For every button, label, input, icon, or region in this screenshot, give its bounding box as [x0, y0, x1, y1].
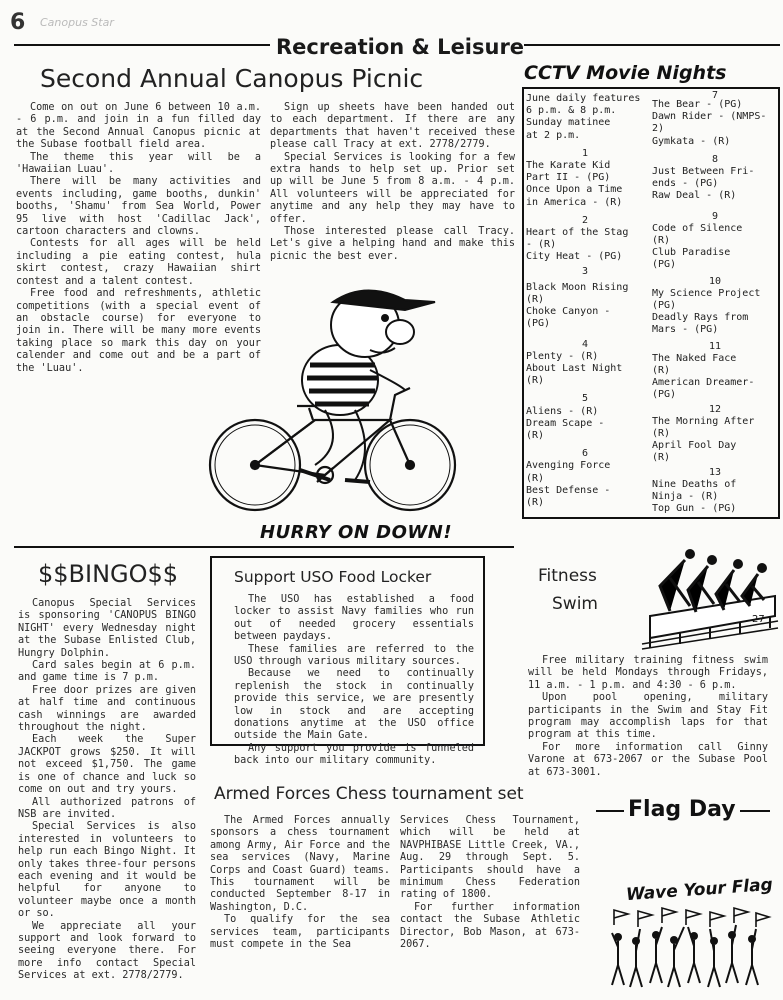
picnic-paragraph: Sign up sheets have been handed out to each department. If there are any departments that haven't received these please call Tracy at ext. 2778/2779.	[270, 102, 515, 151]
movie-listing: Plenty - (R)	[526, 350, 599, 362]
movie-listing: April Fool Day	[652, 440, 737, 452]
schedule-day: 3	[581, 265, 589, 277]
schedule-day: 4	[581, 338, 589, 350]
movie-listing: Deadly Rays from	[652, 312, 749, 324]
movie-listing: Just Between Fri-	[652, 166, 755, 178]
picnic-caption: HURRY ON DOWN!	[260, 522, 453, 543]
movie-listing: (R)	[652, 235, 671, 247]
chess-paragraph: The Armed Forces annually sponsors a chess tournament among Army, Air Force and the sea services (Navy, Marine Corps and Coast Guard) teams. This tournament will be conducted September 8-17 in Washington, D.C.	[210, 815, 390, 913]
flag-day-rule-left	[596, 810, 624, 812]
movie-listing: The Karate Kid	[526, 160, 611, 172]
uso-box	[210, 556, 485, 767]
movie-listing: (PG)	[652, 300, 677, 312]
bingo-paragraph: We appreciate all your support and look forward to seeing everyone there. For more info contact Special Services at ext. 2778/2779.	[18, 920, 196, 982]
picnic-paragraph: The theme this year will be a 'Hawaiian Luau'.	[16, 151, 261, 176]
schedule-day: 5	[581, 393, 589, 405]
section-divider	[14, 546, 514, 548]
uso-paragraph: Any support you provide is funneled back into our military community.	[234, 742, 474, 767]
uso-paragraph: The USO has established a food locker to assist Navy families who run out of needed grocery essentials between paydays.	[234, 594, 474, 643]
movie-listing: - (R)	[526, 239, 557, 251]
movie-listing: ends - (PG)	[652, 178, 719, 190]
flag-day-slogan: Wave Your Flag	[625, 874, 774, 906]
movie-listing: City Heat - (PG)	[526, 251, 623, 263]
page-number: 6	[10, 10, 26, 35]
schedule-day: 11	[708, 340, 722, 352]
movie-listing: Black Moon Rising	[526, 281, 629, 293]
movie-listing: Raw Deal - (R)	[652, 190, 737, 202]
picnic-paragraph: Contests for all ages will be held including a pie eating contest, hula skirt contest, crazy Hawaiian shirt contest and a talent contest.	[16, 238, 261, 287]
schedule-day: 2	[581, 214, 589, 226]
schedule-day: 10	[708, 275, 722, 287]
movie-listing: Avenging Force	[526, 460, 611, 472]
cctv-title: CCTV Movie Nights	[524, 62, 727, 84]
schedule-day: 8	[711, 153, 719, 165]
movie-listing: in America - (R)	[526, 196, 623, 208]
movie-listing: Nine Deaths of	[652, 478, 737, 490]
chess-paragraph: To qualify for the sea services team, participants must compete in the Sea	[210, 914, 390, 951]
schedule-line: at 2 p.m.	[526, 129, 581, 141]
movie-listing: (R)	[526, 375, 545, 387]
fitness-title-line-1: Fitness	[538, 566, 597, 586]
bingo-paragraph: All authorized patrons of NSB are invited.	[18, 796, 196, 820]
chess-paragraph: Services Chess Tournament, which will be held at NAVPHIBASE Little Creek, VA., Aug. 29 through Sept. 5. Participants should have a minimum Chess Federation rating of 1800.	[400, 815, 580, 901]
movie-listing: Gymkata - (R)	[652, 135, 731, 147]
fitness-title-line-2: Swim	[552, 594, 598, 614]
schedule-line: 6 p.m. & 8 p.m.	[526, 105, 617, 117]
section-title: Recreation & Leisure	[276, 35, 525, 59]
movie-listing: About Last Night	[526, 363, 623, 375]
movie-listing: The Bear - (PG)	[652, 99, 743, 110]
movie-listing: (R)	[652, 365, 671, 377]
uso-title: Support USO Food Locker	[234, 568, 432, 586]
movie-listing: Best Defense -	[526, 484, 611, 496]
schedule-day: 6	[581, 448, 589, 460]
chess-paragraph: For further information contact the Subase Athletic Director, Bob Mason, at 673-2067.	[400, 901, 580, 951]
movie-listing: American Dreamer-	[652, 377, 755, 389]
movie-listing: Ninja - (R)	[652, 491, 719, 503]
chess-column-2	[400, 815, 580, 951]
uso-paragraph: These families are referred to the USO through various military sources.	[234, 643, 474, 668]
movie-listing: Club Paradise	[652, 247, 731, 259]
header-rule-left	[14, 44, 270, 46]
movie-listing: Code of Silence	[652, 222, 743, 234]
flag-wavers-illustration	[604, 905, 774, 995]
bingo-paragraph: Each week the Super JACKPOT grows $250. It will not exceed $1,750. The game is one of chance and luck so come on out and try yours.	[18, 734, 196, 796]
svg-text:27: 27	[752, 614, 765, 625]
movie-listing: Aliens - (R)	[526, 405, 599, 417]
movie-listing: The Naked Face	[652, 352, 737, 364]
bingo-paragraph: Special Services is also interested in volunteers to help run each Bingo Night. It only takes three-four persons each evening and it would be helpful for anyone to volunteer maybe once a month or so.	[18, 821, 196, 920]
schedule-day: 9	[711, 210, 719, 222]
movie-listing: (R)	[526, 497, 545, 509]
picnic-paragraph: Free food and refreshments, athletic competitions (with a special event of an obstacle course) for everyone to join in. There will be many more events taking place so mark this day on your calender and come out and be a part of the 'Luau'.	[16, 288, 261, 374]
bingo-paragraph: Canopus Special Services is sponsoring 'CANOPUS BINGO NIGHT' every Wednesday night at the Subase Enlisted Club, Hungry Dolphin.	[18, 598, 196, 659]
movie-listing: (PG)	[652, 259, 677, 271]
uso-paragraph: Because we need to continually replenish the stock in continually provide this service, we are presently low in stock and are accepting donations anytime at the USO office outside the Main Gate.	[234, 668, 474, 742]
picnic-paragraph: Come on out on June 6 between 10 a.m. - 6 p.m. and join in a fun filled day at the Second Annual Canopus picnic at the Subase football field area.	[16, 102, 261, 151]
movie-schedule-box	[522, 87, 780, 519]
schedule-intro	[526, 93, 644, 142]
movie-listing: (R)	[526, 294, 545, 306]
fitness-body	[528, 655, 768, 779]
schedule-line: Sunday matinee	[526, 117, 611, 129]
movie-listing: Dream Scape -	[526, 417, 605, 429]
movie-listing: (R)	[526, 472, 545, 484]
chess-title: Armed Forces Chess tournament set	[214, 784, 524, 804]
movie-listing: (R)	[652, 452, 671, 464]
picnic-paragraph: Special Services is looking for a few extra hands to help set up. Prior set up will be June 5 from 8 a.m. - 4 p.m. All volunteers will be appreciated for anytime and any help they may have to offer.	[270, 151, 515, 225]
fitness-paragraph: Free military training fitness swim will be held Mondays through Fridays, 11 a.m. - 1 p.m. and 4:30 - 6 p.m.	[528, 655, 768, 691]
movie-listing: (PG)	[652, 389, 677, 401]
movie-listing: Dawn Rider - (NMPS-	[652, 111, 767, 123]
uso-body	[234, 594, 474, 768]
movie-listing: My Science Project	[652, 287, 761, 299]
cyclist-illustration	[205, 270, 470, 525]
movie-listing: Mars - (PG)	[652, 324, 719, 336]
swimmers-illustration	[640, 546, 780, 651]
movie-listing: The Morning After	[652, 415, 755, 427]
flag-day-title: Flag Day	[628, 797, 736, 822]
bingo-title: $$BINGO$$	[38, 560, 179, 588]
fitness-paragraph: Upon pool opening, military participants in the Swim and Stay Fit program may accomplish laps for that program at this time.	[528, 692, 768, 741]
masthead-name: Canopus Star	[40, 16, 114, 29]
movie-listing: Once Upon a Time	[526, 184, 623, 196]
picnic-paragraph: Those interested please call Tracy. Let's give a helping hand and make this picnic the best ever.	[270, 226, 515, 262]
schedule-day: 1	[581, 147, 589, 159]
schedule-day: 12	[708, 403, 722, 415]
schedule-line: June daily features	[526, 93, 641, 104]
schedule-column-left	[526, 93, 644, 509]
bingo-paragraph: Card sales begin at 6 p.m. and game time is 7 p.m.	[18, 660, 196, 684]
bingo-paragraph: Free door prizes are given at half time and continuous cash winnings are awarded throughout the night.	[18, 684, 196, 734]
header-rule-right	[524, 44, 780, 46]
movie-listing: (PG)	[526, 318, 551, 330]
fitness-paragraph: For more information call Ginny Varone at 673-2067 or the Subase Pool at 673-3001.	[528, 741, 768, 778]
movie-listing: 2)	[652, 123, 665, 135]
picnic-column-2	[270, 102, 515, 263]
movie-listing: Choke Canyon -	[526, 306, 611, 318]
schedule-day: 13	[708, 466, 722, 478]
movie-listing: (R)	[652, 428, 671, 440]
chess-column-1	[210, 815, 390, 951]
flag-day-rule-right	[740, 810, 770, 812]
picnic-title: Second Annual Canopus Picnic	[40, 64, 424, 93]
bingo-body	[18, 598, 196, 983]
movie-listing: Part II - (PG)	[526, 172, 611, 184]
movie-listing: Top Gun - (PG)	[652, 503, 737, 515]
schedule-day: 7	[711, 90, 719, 101]
movie-listing: Heart of the Stag	[526, 227, 629, 239]
movie-listing: (R)	[526, 430, 545, 442]
picnic-paragraph: There will be many activities and events including, game booths, dunkin' booths, 'Shamu' from Sea World, Power 95 live with host 'Cadillac Jack', cartoon characters and clowns.	[16, 176, 261, 238]
schedule-column-right	[652, 90, 778, 516]
